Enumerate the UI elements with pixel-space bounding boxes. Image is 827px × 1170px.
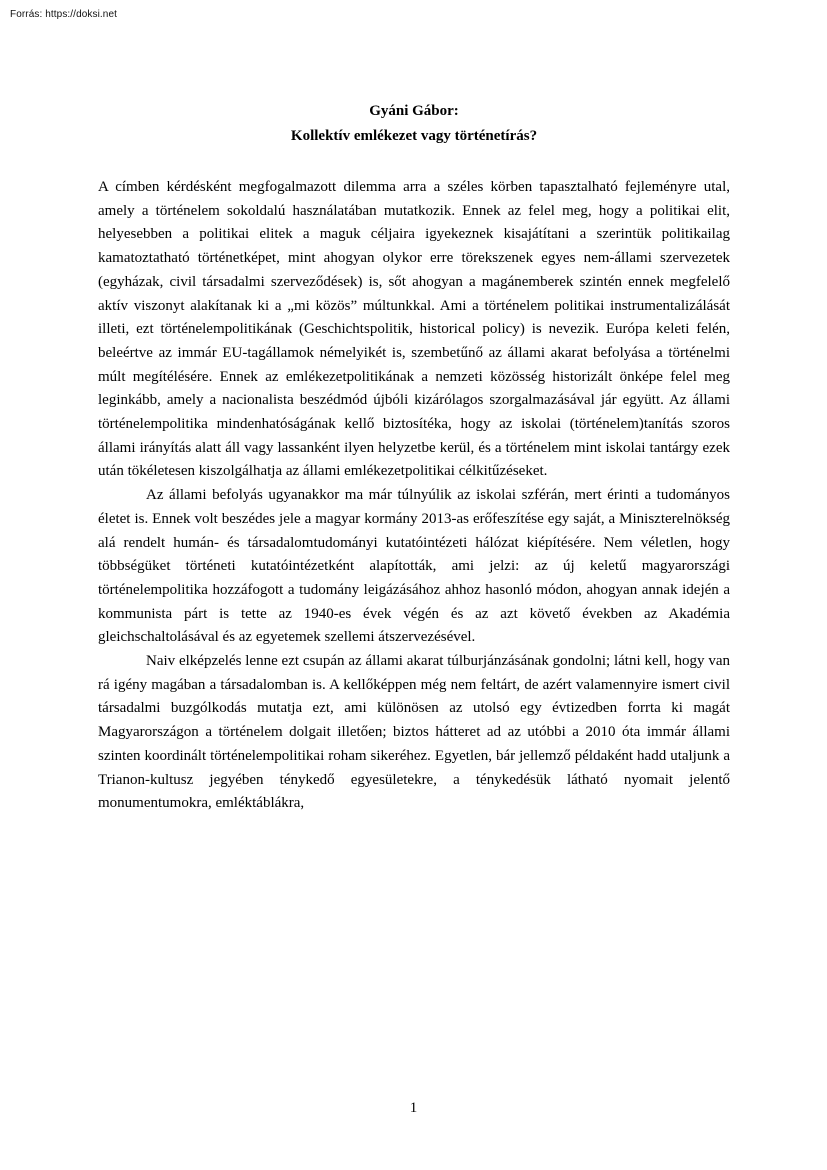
paragraph: A címben kérdésként megfogalmazott dilemma arra a széles körben tapasztalható fejleményre utal, amely a történelem sokoldalú használatában mutatkozik. Ennek az felel meg, hogy a politikai elit, helyesebben a politikai elitek a maguk céljaira igyekeznek kisajátítani a szerintük politikailag kamatoztatható történetképet, mint ahogyan olykor erre törekszenek egyes nem-állami szervezetek (egyházak, civil társadalmi szerveződések) is, sőt ahogyan a magánemberek szintén ennek megfelelő aktív viszonyt alakítanak ki a „mi közös” múltunkkal. Ami a történelem politikai instrumentalizálását illeti, ezt történelempolitikának (Geschichtspolitik, historical policy) is nevezik. Európa keleti felén, beleértve az immár EU-tagállamok némelyikét is, szembetűnő az állami akarat befolyása a történelmi múlt megítélésére. Ennek az emlékezetpolitikának a nemzeti közösség historizált önképe felel meg leginkább, amely a nacionalista beszédmód újbóli kizárólagos szorgalmazásával jár együtt. Az állami történelempolitika mindenhatóságának kellő biztosítéka, hogy az iskolai (történelem)tanítás szoros állami irányítás alatt áll vagy lassanként ilyen helyzetbe kerül, és a történelem mint iskolai tantárgy ezek után tökéletesen kiszolgálhatja az állami emlékezetpolitikai célkitűzéseket. — [98, 179, 730, 480]
document-page — [98, 99, 730, 816]
source-label: Forrás: https://doksi.net — [10, 9, 117, 20]
author-title: Gyáni Gábor: — [369, 103, 459, 119]
paragraph: Az állami befolyás ugyanakkor ma már túlnyúlik az iskolai szférán, mert érinti a tudományos életet is. Ennek volt beszédes jele a magyar kormány 2013-as erőfeszítése egy saját, a Miniszterelnökség alá rendelt humán- és társadalomtudományi kutatóintézeti hálózat kiépítésére. Nem véletlen, hogy többségüket történeti kutatóintézetként alapították, ami jelzi: az új keletű magyarországi történelempolitika hozzáfogott a tudomány leigázásához ahhoz hasonló módon, ahogyan annak idején a kommunista párt is tette az 1940-es évek végén és az azt követő években az Akadémia gleichschaltolásával és az egyetemek szellemi átszervezésével. — [98, 487, 730, 646]
page-number: 1 — [409, 1100, 418, 1116]
paragraph: Naiv elképzelés lenne ezt csupán az állami akarat túlburjánzásának gondolni; látni kell, hogy van rá igény magában a társadalomban is. A kellőképpen még nem feltárt, de azért valamennyire ismert civil társadalmi buzgólkodás mutatja ezt, ami különösen az utolsó egy évtizedben forrta ki magát Magyarországon a történelem dolgait illetően; biztos hátteret ad az utóbbi a 2010 óta immár állami szinten koordinált történelempolitikai roham sikeréhez. Egyetlen, bár jellemző példaként hadd utaljunk a Trianon-kultusz jegyében ténykedő egyesületekre, a ténykedésük látható nyomait jelentő monumentumokra, emléktáblákra, — [98, 653, 730, 812]
document-body — [98, 176, 730, 816]
document-title: Kollektív emlékezet vagy történetírás? — [290, 128, 538, 144]
